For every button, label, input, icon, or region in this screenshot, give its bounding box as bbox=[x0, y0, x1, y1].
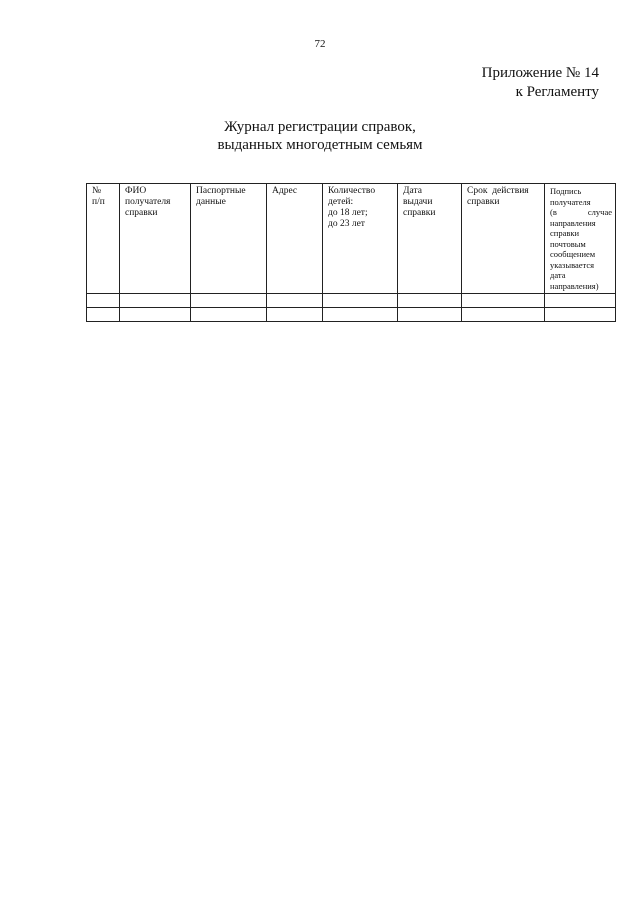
table-cell bbox=[323, 294, 398, 308]
table-cell bbox=[398, 294, 462, 308]
table-cell bbox=[87, 308, 120, 322]
table-cell bbox=[462, 294, 545, 308]
col-header-issue-date: Дата выдачи справки bbox=[398, 184, 462, 294]
journal-title bbox=[0, 118, 640, 154]
journal-title-line-2: выданных многодетным семьям bbox=[217, 137, 423, 153]
table-cell bbox=[323, 308, 398, 322]
table-cell bbox=[191, 308, 267, 322]
col-header-validity-period: Срок действия справки bbox=[462, 184, 545, 294]
table-header-row bbox=[87, 184, 616, 294]
table-cell bbox=[120, 294, 191, 308]
table-cell bbox=[545, 308, 616, 322]
col-header-number: № п/п bbox=[87, 184, 120, 294]
col-header-passport-data: Паспортные данные bbox=[191, 184, 267, 294]
appendix-regulation: к Регламенту bbox=[515, 84, 599, 100]
table-cell bbox=[462, 308, 545, 322]
col-header-recipient-name: ФИО получателя справки bbox=[120, 184, 191, 294]
table-cell bbox=[267, 294, 323, 308]
registration-journal-table bbox=[86, 183, 616, 322]
table-row-empty bbox=[87, 308, 616, 322]
table-cell bbox=[120, 308, 191, 322]
table-cell bbox=[87, 294, 120, 308]
journal-title-line-1: Журнал регистрации справок, bbox=[224, 119, 416, 135]
page-number: 72 bbox=[314, 38, 326, 50]
col-header-children-count: Количество детей: до 18 лет; до 23 лет bbox=[323, 184, 398, 294]
table-row-empty bbox=[87, 294, 616, 308]
table-cell bbox=[545, 294, 616, 308]
table-cell bbox=[191, 294, 267, 308]
appendix-number: Приложение № 14 bbox=[481, 65, 599, 81]
table-cell bbox=[398, 308, 462, 322]
col-header-address: Адрес bbox=[267, 184, 323, 294]
col-header-recipient-signature: Подпись получателя (в случае направления справки почтовым сообщением указывается дата направления) bbox=[545, 184, 616, 294]
table-cell bbox=[267, 308, 323, 322]
appendix-reference bbox=[482, 64, 599, 102]
